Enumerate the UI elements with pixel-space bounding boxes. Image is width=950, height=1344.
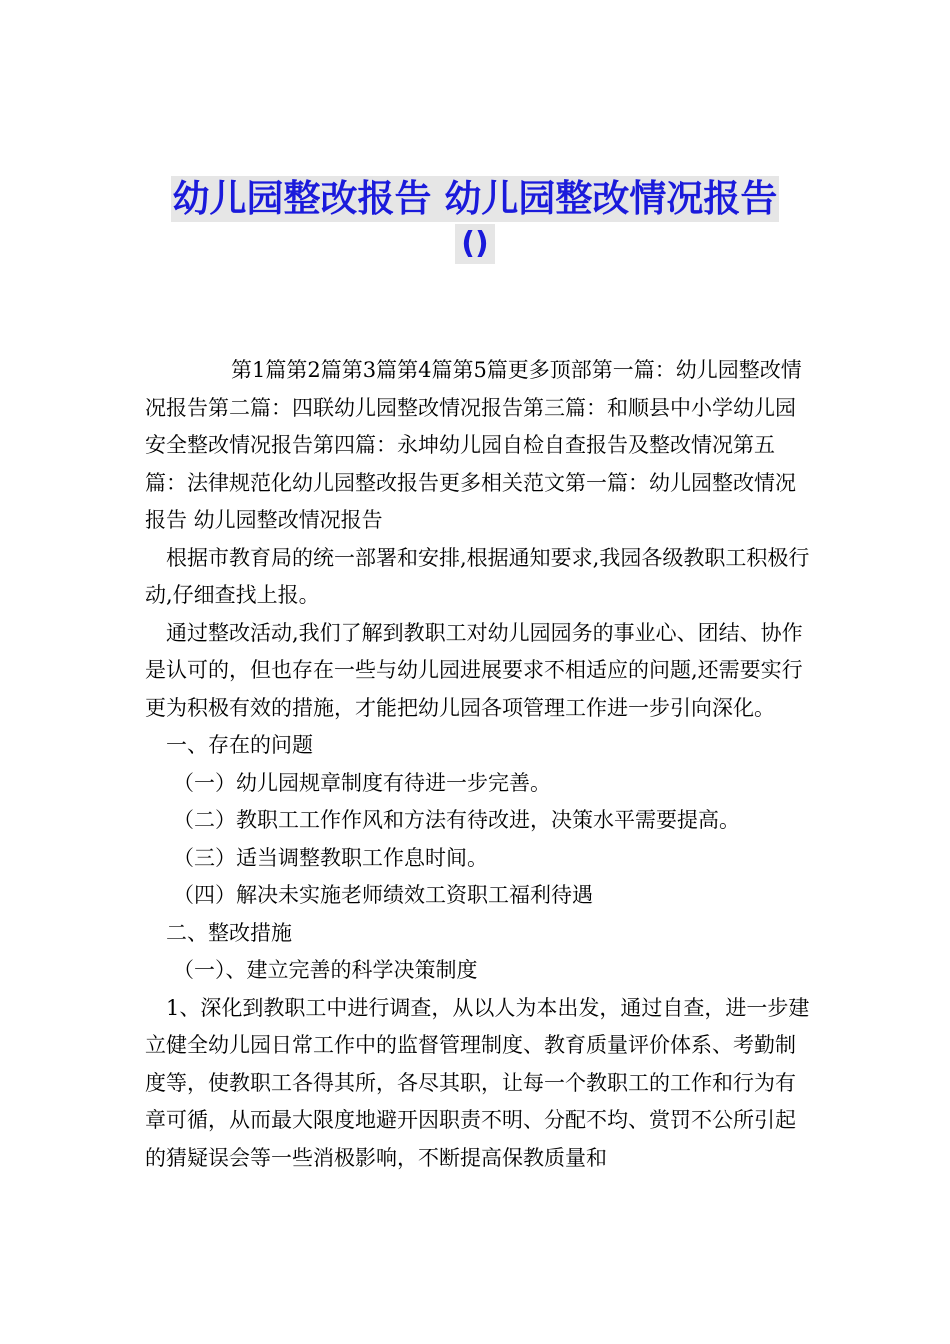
document-body: [145, 352, 813, 1177]
title-line-1: 幼儿园整改报告 幼儿园整改情况报告: [172, 177, 778, 220]
list-item: （一）幼儿园规章制度有待进一步完善。: [173, 770, 551, 795]
body-paragraph: 1、深化到教职工中进行调查，从以人为本出发，通过自查，进一步建立健全幼儿园日常工作中的监督管理制度、教育质量评价体系、考勤制度等，使教职工各得其所，各尽其职，让每一个教职工的工作和行为有章可循，从而最大限度地避开因职责不明、分配不均、赏罚不公所引起的猜疑误会等一些消极影响，不断提高保教质量和: [145, 995, 810, 1170]
subsection-heading: （一）、建立完善的科学决策制度: [173, 958, 478, 982]
list-item: （三）适当调整教职工作息时间。: [173, 845, 488, 870]
intro-paragraph: 第1篇第2篇第3篇第4篇第5篇更多顶部第一篇：幼儿园整改情况报告第二篇：四联幼儿园整改情况报告第三篇：和顺县中小学幼儿园安全整改情况报告第四篇：永坤幼儿园自检自查报告及整改情况第五篇：法律规范化幼儿园整改报告更多相关范文第一篇：幼儿园整改情况报告 幼儿园整改情况报告: [145, 358, 802, 532]
title-line-2: (): [455, 224, 494, 264]
section-heading: 二、整改措施: [166, 920, 292, 945]
body-paragraph: 通过整改活动,我们了解到教职工对幼儿园园务的事业心、团结、协作是认可的，但也存在一些与幼儿园进展要求不相适应的问题,还需要实行更为积极有效的措施，才能把幼儿园各项管理工作进一步引向深化。: [145, 620, 803, 720]
body-paragraph: 根据市教育局的统一部署和安排,根据通知要求,我园各级教职工积极行动,仔细查找上报。: [145, 545, 810, 607]
document-title: [0, 176, 950, 264]
list-item: （二）教职工工作作风和方法有待改进，决策水平需要提高。: [173, 808, 740, 832]
section-heading: 一、存在的问题: [166, 733, 313, 757]
list-item: （四）解决未实施老师绩效工资职工福利待遇: [173, 883, 593, 907]
